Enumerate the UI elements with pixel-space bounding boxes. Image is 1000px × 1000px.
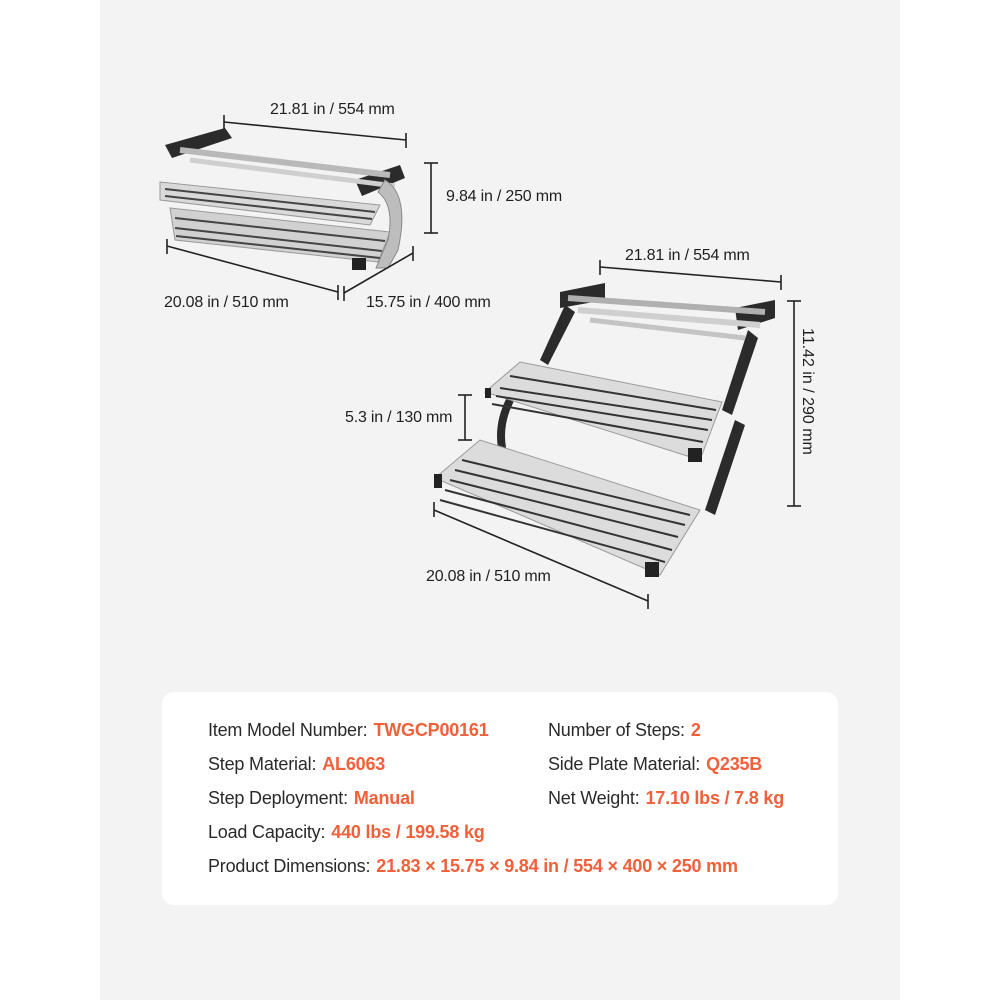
spec-deployment [208,788,415,809]
spec-side-plate [548,754,762,775]
spec-load-label: Load Capacity: [208,822,326,842]
spec-dims-label: Product Dimensions: [208,856,371,876]
spec-model [208,720,489,741]
spec-model-label: Item Model Number: [208,720,368,740]
spec-material-label: Step Material: [208,754,317,774]
dim-bottom-length: 20.08 in / 510 mm [426,568,551,585]
spec-material [208,754,385,775]
dim-top-length: 20.08 in / 510 mm [164,294,289,311]
dim-bottom-height: 11.42 in / 290 mm [799,328,816,455]
spec-load-value: 440 lbs / 199.58 kg [331,822,485,842]
dim-bottom-width: 21.81 in / 554 mm [625,247,750,264]
spec-load [208,822,485,843]
dim-top-depth: 15.75 in / 400 mm [366,294,491,311]
spec-deploy-label: Step Deployment: [208,788,348,808]
folded-step-image [160,128,405,270]
spec-model-value: TWGCP00161 [373,720,489,740]
spec-weight [548,788,784,809]
spec-material-value: AL6063 [322,754,386,774]
spec-deploy-value: Manual [353,788,415,808]
dim-top-width: 21.81 in / 554 mm [270,101,395,118]
spec-steps [548,720,701,741]
spec-dimensions [208,856,738,877]
deployed-step-image [434,283,775,577]
spec-steps-label: Number of Steps: [548,720,685,740]
spec-dims-value: 21.83 × 15.75 × 9.84 in / 554 × 400 × 250 mm [376,856,738,876]
spec-steps-value: 2 [690,720,701,740]
spec-weight-label: Net Weight: [548,788,640,808]
specs-card [162,692,838,905]
spec-weight-value: 17.10 lbs / 7.8 kg [645,788,784,808]
dim-top-height: 9.84 in / 250 mm [446,188,562,205]
spec-side-value: Q235B [706,754,763,774]
spec-side-label: Side Plate Material: [548,754,701,774]
dim-step-gap: 5.3 in / 130 mm [345,409,453,426]
